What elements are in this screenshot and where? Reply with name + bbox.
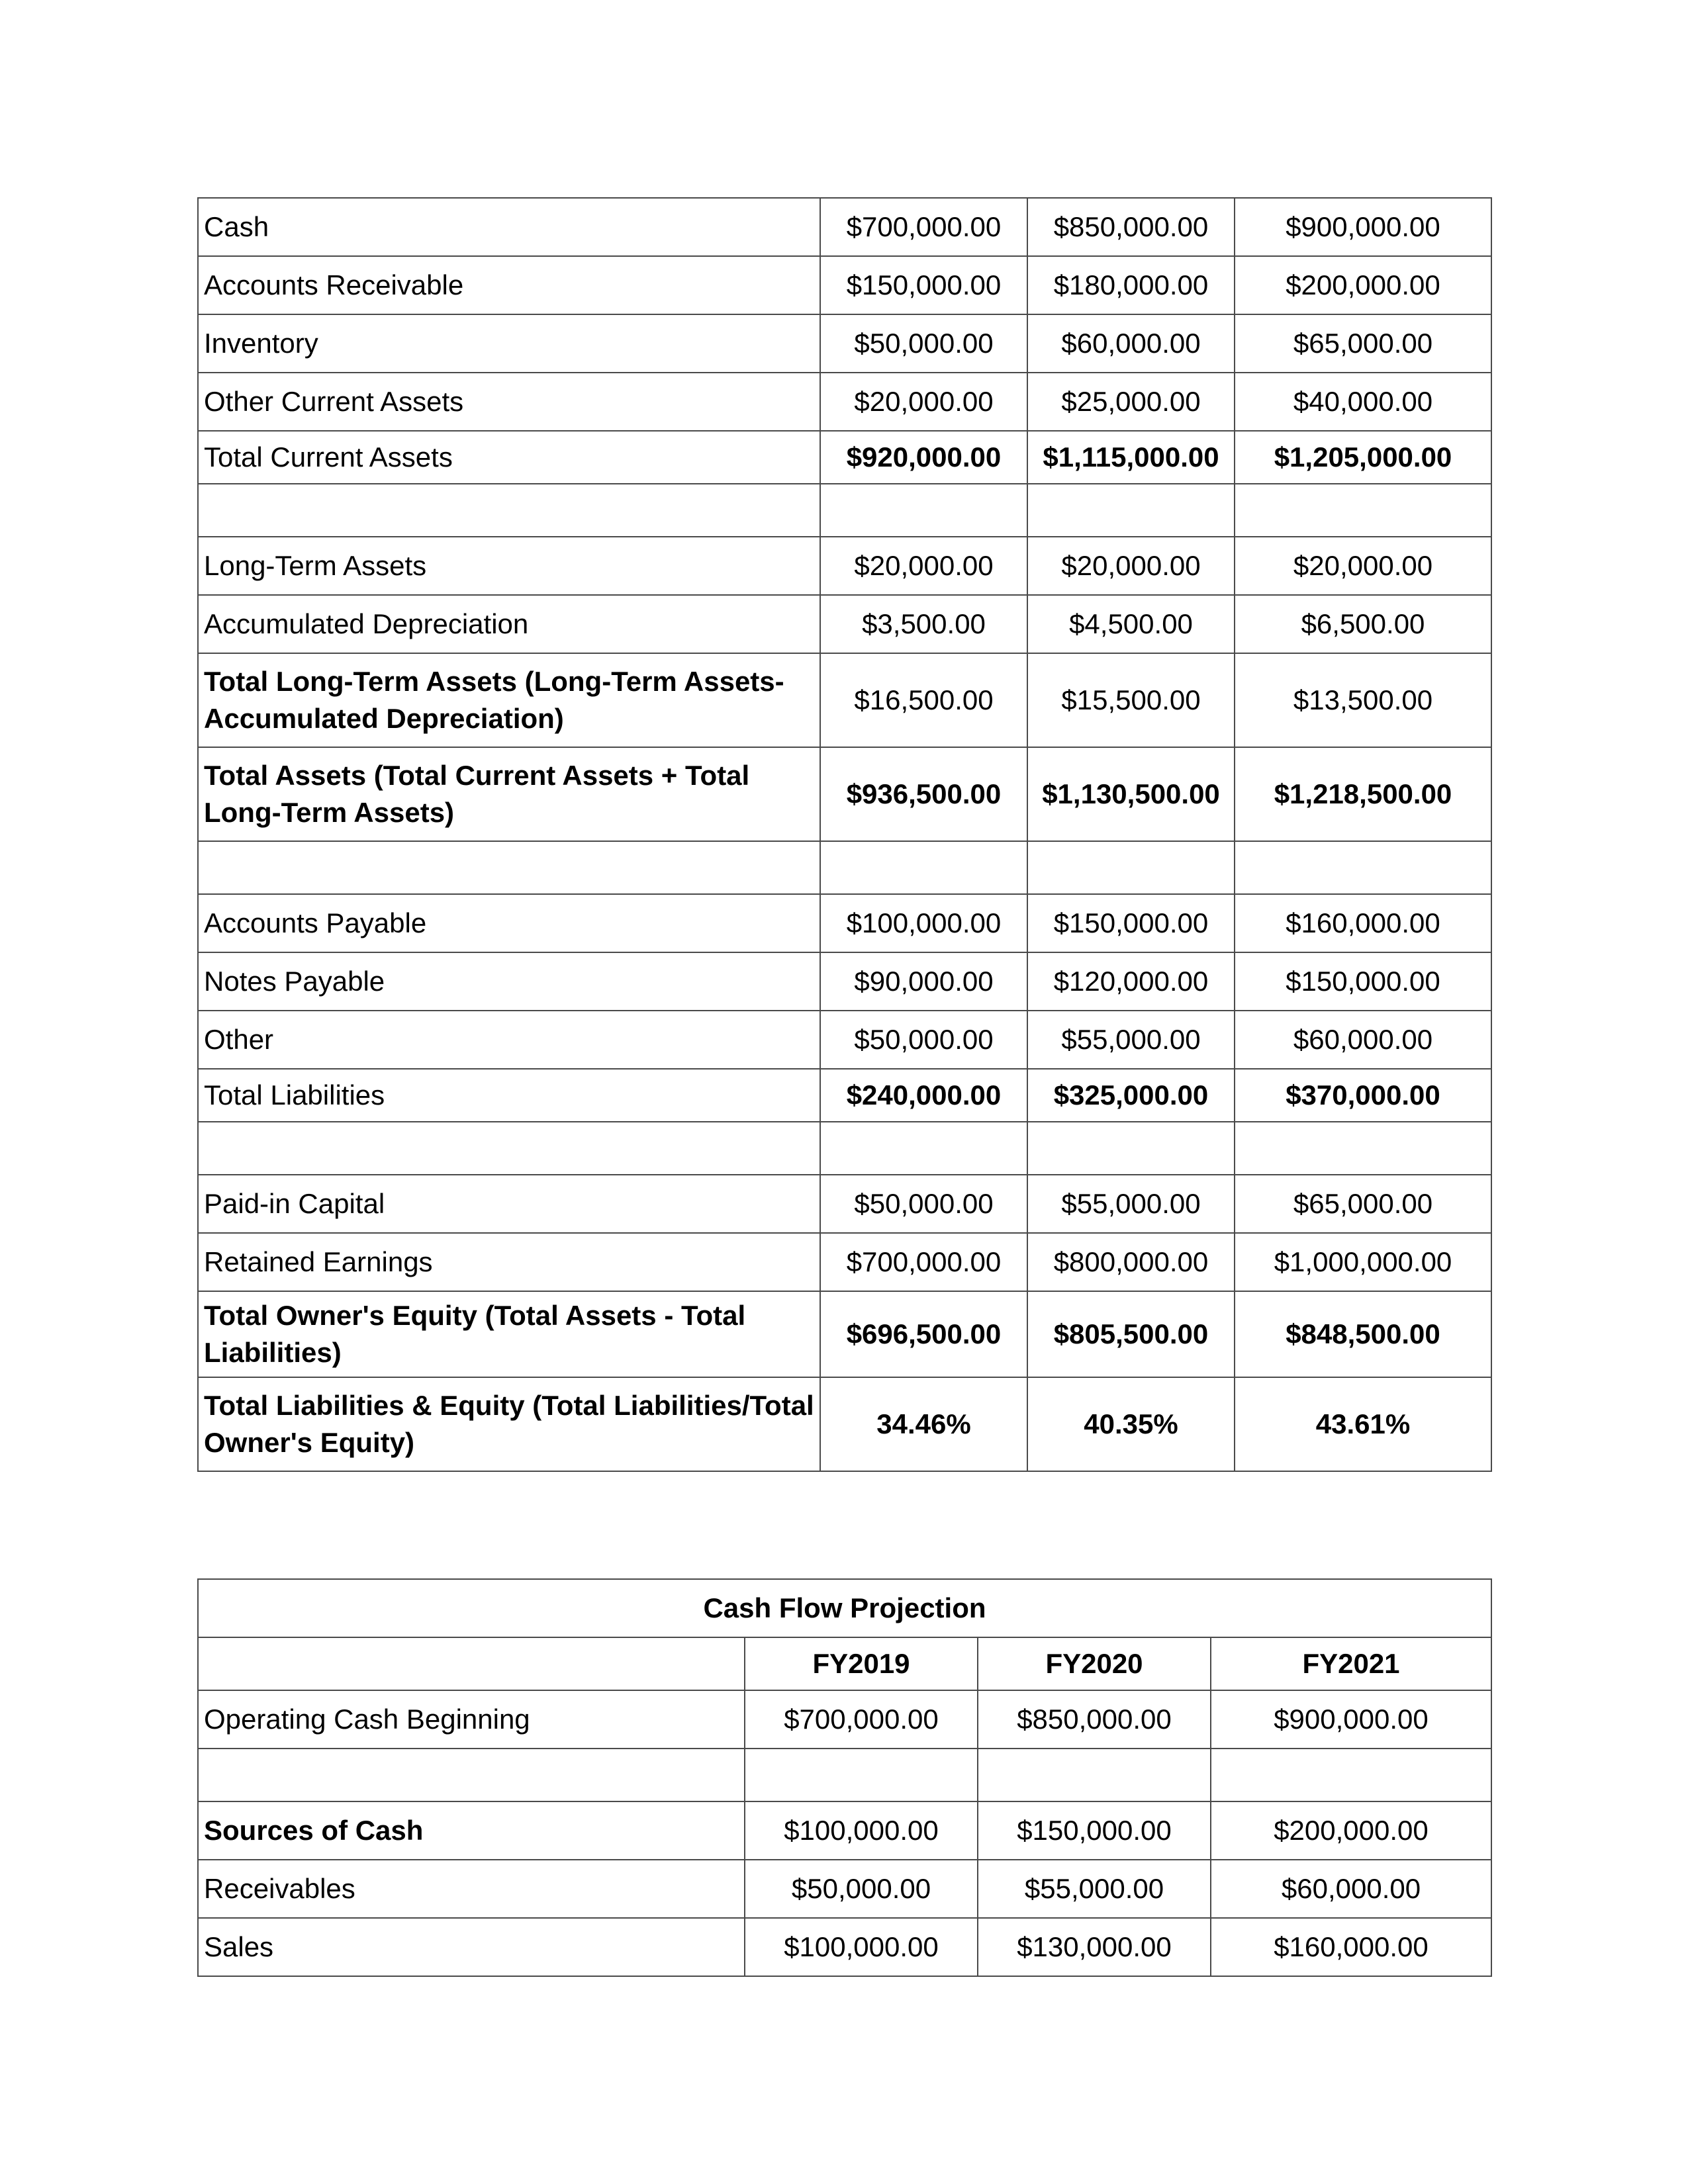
- cell-value: $1,205,000.00: [1235, 431, 1491, 484]
- cell-value: $805,500.00: [1027, 1291, 1235, 1377]
- cell-value: 34.46%: [820, 1377, 1027, 1471]
- row-label: Total Owner's Equity (Total Assets - Total Liabilities): [198, 1291, 820, 1377]
- total-row: [198, 431, 1491, 484]
- cell-value: $100,000.00: [745, 1801, 978, 1860]
- row-label: Sources of Cash: [198, 1801, 745, 1860]
- table-row: [198, 198, 1491, 256]
- empty-cell: [820, 1122, 1027, 1175]
- row-label: Accounts Payable: [198, 894, 820, 952]
- cell-value: 43.61%: [1235, 1377, 1491, 1471]
- cell-value: $65,000.00: [1235, 1175, 1491, 1233]
- cell-value: $40,000.00: [1235, 373, 1491, 431]
- cell-value: $848,500.00: [1235, 1291, 1491, 1377]
- cell-value: $6,500.00: [1235, 595, 1491, 653]
- cell-value: $13,500.00: [1235, 653, 1491, 747]
- cell-value: $200,000.00: [1211, 1801, 1491, 1860]
- cell-value: 40.35%: [1027, 1377, 1235, 1471]
- empty-cell: [820, 841, 1027, 894]
- cell-value: $700,000.00: [820, 198, 1027, 256]
- cell-value: $55,000.00: [1027, 1175, 1235, 1233]
- cell-value: $900,000.00: [1235, 198, 1491, 256]
- cell-value: $20,000.00: [820, 373, 1027, 431]
- cell-value: $800,000.00: [1027, 1233, 1235, 1291]
- table-title: Cash Flow Projection: [198, 1579, 1491, 1637]
- table-row: [198, 894, 1491, 952]
- column-header: FY2020: [978, 1637, 1211, 1690]
- empty-cell: [198, 1122, 820, 1175]
- empty-cell: [1211, 1749, 1491, 1801]
- cell-value: $16,500.00: [820, 653, 1027, 747]
- empty-cell: [198, 1749, 745, 1801]
- table-row: [198, 373, 1491, 431]
- table-row: [198, 1918, 1491, 1976]
- empty-cell: [820, 484, 1027, 537]
- table-row: [198, 256, 1491, 314]
- cell-value: $920,000.00: [820, 431, 1027, 484]
- cell-value: $50,000.00: [820, 314, 1027, 373]
- cell-value: $3,500.00: [820, 595, 1027, 653]
- empty-cell: [1027, 484, 1235, 537]
- row-label: Long-Term Assets: [198, 537, 820, 595]
- cell-value: $20,000.00: [1027, 537, 1235, 595]
- spacer-row: [198, 1749, 1491, 1801]
- empty-cell: [1235, 484, 1491, 537]
- cell-value: $60,000.00: [1235, 1011, 1491, 1069]
- table-row: [198, 1175, 1491, 1233]
- row-label: Total Liabilities: [198, 1069, 820, 1122]
- empty-cell: [198, 484, 820, 537]
- total-row: [198, 1377, 1491, 1471]
- row-label: Cash: [198, 198, 820, 256]
- row-label: Total Assets (Total Current Assets + Total Long-Term Assets): [198, 747, 820, 841]
- column-header: FY2019: [745, 1637, 978, 1690]
- row-label: Inventory: [198, 314, 820, 373]
- cell-value: $160,000.00: [1211, 1918, 1491, 1976]
- cell-value: $15,500.00: [1027, 653, 1235, 747]
- empty-cell: [978, 1749, 1211, 1801]
- table-title-row: [198, 1579, 1491, 1637]
- cell-value: $936,500.00: [820, 747, 1027, 841]
- column-header: [198, 1637, 745, 1690]
- cell-value: $120,000.00: [1027, 952, 1235, 1011]
- cell-value: $1,000,000.00: [1235, 1233, 1491, 1291]
- empty-cell: [745, 1749, 978, 1801]
- row-label: Total Current Assets: [198, 431, 820, 484]
- row-label: Other Current Assets: [198, 373, 820, 431]
- cell-value: $150,000.00: [820, 256, 1027, 314]
- row-label: Operating Cash Beginning: [198, 1690, 745, 1749]
- row-label: Total Long-Term Assets (Long-Term Assets-Accumulated Depreciation): [198, 653, 820, 747]
- cell-value: $150,000.00: [978, 1801, 1211, 1860]
- table-row: [198, 1860, 1491, 1918]
- empty-cell: [1027, 1122, 1235, 1175]
- row-label: Notes Payable: [198, 952, 820, 1011]
- cell-value: $60,000.00: [1211, 1860, 1491, 1918]
- row-label: Receivables: [198, 1860, 745, 1918]
- cash-flow-table: [197, 1578, 1492, 1977]
- cell-value: $850,000.00: [1027, 198, 1235, 256]
- row-label: Retained Earnings: [198, 1233, 820, 1291]
- cell-value: $20,000.00: [1235, 537, 1491, 595]
- cell-value: $4,500.00: [1027, 595, 1235, 653]
- empty-cell: [1235, 1122, 1491, 1175]
- total-row: [198, 1291, 1491, 1377]
- cell-value: $55,000.00: [978, 1860, 1211, 1918]
- balance-sheet-table: [197, 197, 1492, 1472]
- cell-value: $90,000.00: [820, 952, 1027, 1011]
- table-row: [198, 1011, 1491, 1069]
- total-row: [198, 653, 1491, 747]
- cell-value: $200,000.00: [1235, 256, 1491, 314]
- cell-value: $700,000.00: [745, 1690, 978, 1749]
- column-header: FY2021: [1211, 1637, 1491, 1690]
- empty-cell: [1027, 841, 1235, 894]
- cell-value: $370,000.00: [1235, 1069, 1491, 1122]
- spacer-row: [198, 841, 1491, 894]
- cell-value: $50,000.00: [820, 1011, 1027, 1069]
- total-row: [198, 1069, 1491, 1122]
- table-row: [198, 1801, 1491, 1860]
- cell-value: $700,000.00: [820, 1233, 1027, 1291]
- cell-value: $240,000.00: [820, 1069, 1027, 1122]
- cell-value: $180,000.00: [1027, 256, 1235, 314]
- cell-value: $325,000.00: [1027, 1069, 1235, 1122]
- table-row: [198, 595, 1491, 653]
- spacer-row: [198, 1122, 1491, 1175]
- row-label: Total Liabilities & Equity (Total Liabilities/Total Owner's Equity): [198, 1377, 820, 1471]
- table-header-row: [198, 1637, 1491, 1690]
- row-label: Accumulated Depreciation: [198, 595, 820, 653]
- row-label: Accounts Receivable: [198, 256, 820, 314]
- cell-value: $60,000.00: [1027, 314, 1235, 373]
- cell-value: $1,218,500.00: [1235, 747, 1491, 841]
- cell-value: $130,000.00: [978, 1918, 1211, 1976]
- cell-value: $20,000.00: [820, 537, 1027, 595]
- empty-cell: [1235, 841, 1491, 894]
- empty-cell: [198, 841, 820, 894]
- row-label: Paid-in Capital: [198, 1175, 820, 1233]
- row-label: Other: [198, 1011, 820, 1069]
- cell-value: $25,000.00: [1027, 373, 1235, 431]
- cell-value: $150,000.00: [1027, 894, 1235, 952]
- cell-value: $850,000.00: [978, 1690, 1211, 1749]
- cell-value: $1,130,500.00: [1027, 747, 1235, 841]
- cell-value: $50,000.00: [820, 1175, 1027, 1233]
- cell-value: $900,000.00: [1211, 1690, 1491, 1749]
- cell-value: $1,115,000.00: [1027, 431, 1235, 484]
- table-row: [198, 314, 1491, 373]
- table-row: [198, 1233, 1491, 1291]
- cell-value: $696,500.00: [820, 1291, 1027, 1377]
- row-label: Sales: [198, 1918, 745, 1976]
- spacer-row: [198, 484, 1491, 537]
- total-row: [198, 747, 1491, 841]
- cell-value: $50,000.00: [745, 1860, 978, 1918]
- cell-value: $100,000.00: [745, 1918, 978, 1976]
- cell-value: $65,000.00: [1235, 314, 1491, 373]
- cell-value: $150,000.00: [1235, 952, 1491, 1011]
- cell-value: $55,000.00: [1027, 1011, 1235, 1069]
- table-row: [198, 537, 1491, 595]
- cell-value: $160,000.00: [1235, 894, 1491, 952]
- table-row: [198, 952, 1491, 1011]
- cell-value: $100,000.00: [820, 894, 1027, 952]
- table-row: [198, 1690, 1491, 1749]
